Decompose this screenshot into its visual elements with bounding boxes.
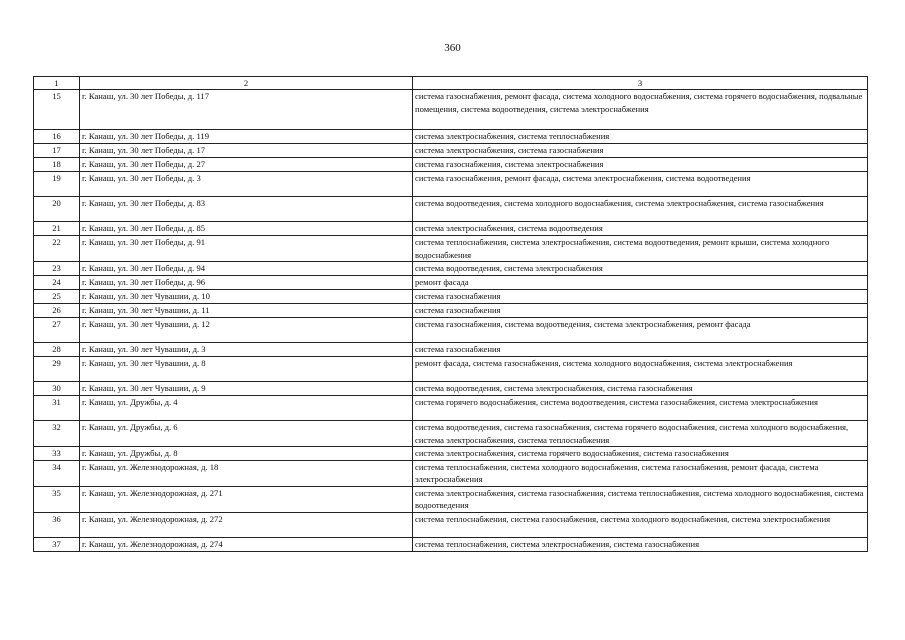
row-address: г. Канаш, ул. Железнодорожная, д. 274 [80, 537, 413, 551]
row-works: система электроснабжения, система газоснабжения, система теплоснабжения, система холодного водоснабжения, система водоотведения [413, 486, 868, 512]
row-address: г. Канаш, ул. 30 лет Чувашии, д. 8 [80, 357, 413, 382]
row-number: 32 [34, 421, 80, 447]
row-number: 20 [34, 197, 80, 222]
table-row [34, 290, 868, 304]
row-works: ремонт фасада, система газоснабжения, система холодного водоснабжения, система электроснабжения [413, 357, 868, 382]
row-works: система водоотведения, система газоснабжения, система горячего водоснабжения, система холодного водоснабжения, система электроснабжения, система теплоснабжения [413, 421, 868, 447]
row-works: система горячего водоснабжения, система водоотведения, система газоснабжения, система электроснабжения [413, 396, 868, 421]
row-address: г. Канаш, ул. Дружбы, д. 6 [80, 421, 413, 447]
row-address: г. Канаш, ул. 30 лет Чувашии, д. 11 [80, 304, 413, 318]
row-works: система газоснабжения, ремонт фасада, система холодного водоснабжения, система горячего водоснабжения, подвальные помещения, система водоотведения, система электроснабжения [413, 90, 868, 130]
row-number: 36 [34, 512, 80, 537]
table-row [34, 304, 868, 318]
column-header-address: 2 [80, 77, 413, 90]
row-address: г. Канаш, ул. 30 лет Победы, д. 83 [80, 197, 413, 222]
row-address: г. Канаш, ул. 30 лет Чувашии, д. 10 [80, 290, 413, 304]
row-number: 30 [34, 382, 80, 396]
row-number: 29 [34, 357, 80, 382]
row-address: г. Канаш, ул. 30 лет Чувашии, д. 3 [80, 343, 413, 357]
row-number: 15 [34, 90, 80, 130]
row-number: 21 [34, 222, 80, 236]
page-number: 360 [444, 42, 461, 54]
row-address: г. Канаш, ул. Дружбы, д. 8 [80, 447, 413, 461]
row-number: 31 [34, 396, 80, 421]
row-number: 33 [34, 447, 80, 461]
table-header-row [34, 77, 868, 90]
table-row [34, 222, 868, 236]
row-works: система газоснабжения, ремонт фасада, система электроснабжения, система водоотведения [413, 172, 868, 197]
row-address: г. Канаш, ул. 30 лет Победы, д. 17 [80, 144, 413, 158]
row-works: система газоснабжения [413, 343, 868, 357]
row-address: г. Канаш, ул. 30 лет Победы, д. 119 [80, 130, 413, 144]
row-number: 26 [34, 304, 80, 318]
row-number: 22 [34, 236, 80, 262]
table-row [34, 537, 868, 551]
row-address: г. Канаш, ул. 30 лет Победы, д. 85 [80, 222, 413, 236]
table-row [34, 382, 868, 396]
row-works: система электроснабжения, система водоотведения [413, 222, 868, 236]
table-row [34, 512, 868, 537]
row-number: 24 [34, 276, 80, 290]
table-row [34, 276, 868, 290]
row-works: система газоснабжения [413, 290, 868, 304]
row-works: система теплоснабжения, система газоснабжения, система холодного водоснабжения, система электроснабжения [413, 512, 868, 537]
table-row [34, 396, 868, 421]
row-number: 27 [34, 318, 80, 343]
row-works: система электроснабжения, система горячего водоснабжения, система газоснабжения [413, 447, 868, 461]
table-row [34, 236, 868, 262]
table-row [34, 197, 868, 222]
column-header-number: 1 [34, 77, 80, 90]
row-works: система водоотведения, система холодного водоснабжения, система электроснабжения, система газоснабжения [413, 197, 868, 222]
row-works: система водоотведения, система электроснабжения [413, 262, 868, 276]
table-row [34, 90, 868, 130]
table-row [34, 144, 868, 158]
row-number: 35 [34, 486, 80, 512]
table-row [34, 262, 868, 276]
table-body [34, 90, 868, 551]
row-works: система электроснабжения, система газоснабжения [413, 144, 868, 158]
row-works: система электроснабжения, система теплоснабжения [413, 130, 868, 144]
row-address: г. Канаш, ул. Железнодорожная, д. 18 [80, 461, 413, 487]
row-address: г. Канаш, ул. Дружбы, д. 4 [80, 396, 413, 421]
row-address: г. Канаш, ул. 30 лет Победы, д. 27 [80, 158, 413, 172]
row-address: г. Канаш, ул. Железнодорожная, д. 271 [80, 486, 413, 512]
row-works: система теплоснабжения, система электроснабжения, система газоснабжения [413, 537, 868, 551]
registry-table [33, 76, 868, 552]
row-works: система водоотведения, система электроснабжения, система газоснабжения [413, 382, 868, 396]
table-row [34, 343, 868, 357]
row-number: 37 [34, 537, 80, 551]
table-row [34, 421, 868, 447]
table-row [34, 318, 868, 343]
row-number: 34 [34, 461, 80, 487]
row-number: 16 [34, 130, 80, 144]
row-number: 23 [34, 262, 80, 276]
row-works: система теплоснабжения, система холодного водоснабжения, система газоснабжения, ремонт фасада, система электроснабжения [413, 461, 868, 487]
row-number: 17 [34, 144, 80, 158]
row-number: 19 [34, 172, 80, 197]
table-row [34, 357, 868, 382]
row-works: система газоснабжения, система электроснабжения [413, 158, 868, 172]
row-address: г. Канаш, ул. 30 лет Победы, д. 91 [80, 236, 413, 262]
column-header-works: 3 [413, 77, 868, 90]
row-address: г. Канаш, ул. 30 лет Победы, д. 3 [80, 172, 413, 197]
table-row [34, 158, 868, 172]
row-address: г. Канаш, ул. 30 лет Чувашии, д. 12 [80, 318, 413, 343]
table-row [34, 447, 868, 461]
row-address: г. Канаш, ул. 30 лет Победы, д. 117 [80, 90, 413, 130]
row-works: система теплоснабжения, система электроснабжения, система водоотведения, ремонт крыши, система холодного водоснабжения [413, 236, 868, 262]
row-address: г. Канаш, ул. 30 лет Чувашии, д. 9 [80, 382, 413, 396]
row-works: ремонт фасада [413, 276, 868, 290]
table-row [34, 486, 868, 512]
row-address: г. Канаш, ул. 30 лет Победы, д. 94 [80, 262, 413, 276]
row-number: 25 [34, 290, 80, 304]
row-address: г. Канаш, ул. Железнодорожная, д. 272 [80, 512, 413, 537]
table-row [34, 461, 868, 487]
row-address: г. Канаш, ул. 30 лет Победы, д. 96 [80, 276, 413, 290]
row-number: 18 [34, 158, 80, 172]
row-number: 28 [34, 343, 80, 357]
row-works: система газоснабжения, система водоотведения, система электроснабжения, ремонт фасада [413, 318, 868, 343]
table-row [34, 130, 868, 144]
table-row [34, 172, 868, 197]
row-works: система газоснабжения [413, 304, 868, 318]
